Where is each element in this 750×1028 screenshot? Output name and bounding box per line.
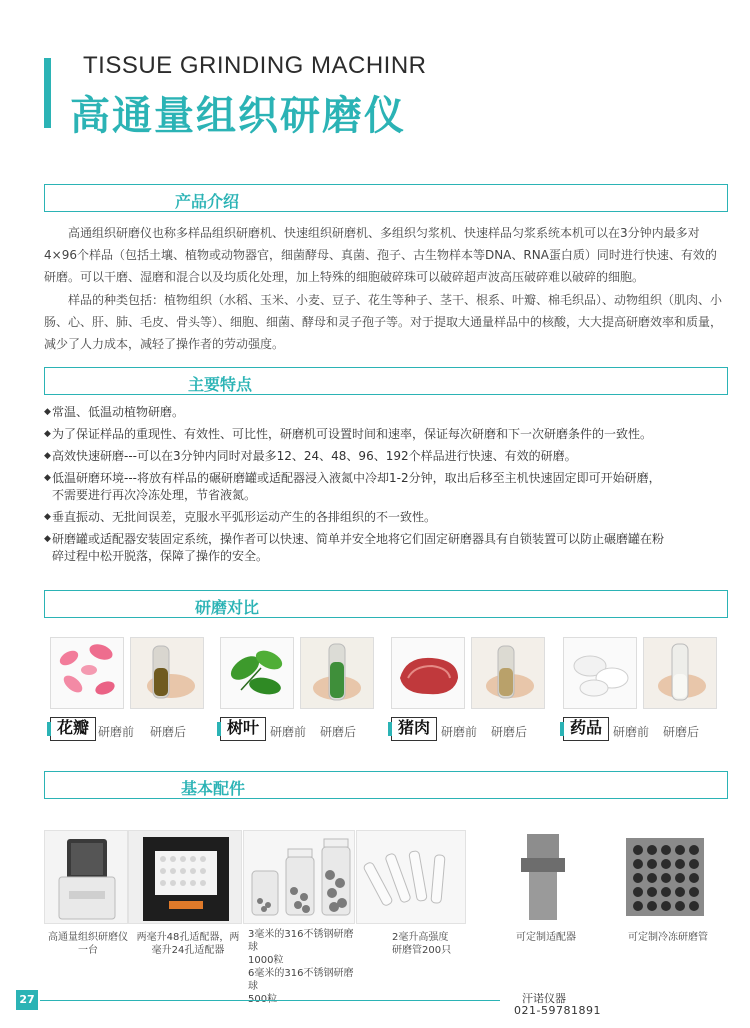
title-english: TISSUE GRINDING MACHINR — [83, 52, 427, 79]
after-label: 研磨后 — [491, 725, 528, 739]
accessory-caption: 可定制适配器 — [516, 932, 576, 943]
before-label: 研磨前 — [98, 725, 135, 739]
intro-paragraph-1: 高通组织研磨仪也称多样品组织研磨机、快速组织研磨机、多组织匀浆机、快速样品匀浆系统本机可以在3分钟内最多对4×96个样品（包括土壤、植物或动物器官，细菌酵母、真菌、孢子、古生物样本等DNA、RNA蛋白质）同时进行快速、有效的研磨。可以干磨、湿磨和混合以及均质化处理，加上特殊的细胞破碎珠可以破碎超声波高压破碎难以破碎的细胞。 — [44, 226, 717, 284]
medicine-before-image — [563, 637, 637, 709]
before-label: 研磨前 — [270, 725, 307, 739]
steel-balls-image — [243, 830, 355, 924]
company-name: 汗诺仪器 — [522, 992, 566, 1005]
section-header-accessories — [44, 771, 728, 799]
accessory-caption: 高通量组织研磨仪 一台 — [48, 932, 128, 956]
intro-paragraph-2: 样品的种类包括：植物组织（水稻、玉米、小麦、豆子、花生等种子、茎干、根系、叶瓣、棉毛织品）、动物组织（肌肉、小肠、心、肝、肺、毛皮、骨头等）、细胞、细菌、酵母和灵子孢子等。对于提取大通量样品中的核酸，大大提高研磨效率和质量，减少了人力成本，减轻了操作者的劳动强度。 — [44, 293, 723, 351]
section-header-features — [44, 367, 728, 395]
section-title-intro: 产品介绍 — [175, 192, 240, 211]
bullet-icon: ◆ — [44, 534, 51, 544]
custom-adapter-image — [513, 830, 573, 924]
feature-item: ◆ 高效快速研磨---可以在3分钟内同时对最多12、24、48、96、192个样品进行快速、有效的研磨。 — [44, 449, 577, 463]
section-title-features: 主要特点 — [188, 375, 253, 394]
before-label: 研磨前 — [613, 725, 650, 739]
bullet-icon: ◆ — [44, 429, 51, 439]
comparison-card-leaf — [220, 637, 380, 747]
before-label: 研磨前 — [441, 725, 478, 739]
adapter-image — [128, 830, 242, 924]
after-label: 研磨后 — [150, 725, 187, 739]
accessory-caption: 3毫米的316不锈钢研磨球 1000粒 6毫米的316不锈钢研磨球 — [248, 929, 354, 992]
pork-after-image — [471, 637, 545, 709]
grinder-machine-image — [44, 830, 128, 924]
section-title-accessories: 基本配件 — [181, 779, 246, 798]
sample-name-tag: 树叶 — [220, 717, 266, 741]
bullet-icon: ◆ — [44, 512, 51, 522]
phone-number: 021-59781891 — [514, 1004, 601, 1017]
section-header-intro — [44, 184, 728, 212]
accessory-caption: 两毫升48孔适配器，两 毫升24孔适配器 — [136, 932, 240, 956]
feature-item: ◆ 常温、低温动植物研磨。 — [44, 405, 185, 419]
page-number: 27 — [16, 990, 38, 1010]
grinding-tubes-image — [356, 830, 466, 924]
pork-before-image — [391, 637, 465, 709]
sample-name-tag: 药品 — [563, 717, 609, 741]
accessory-caption: 2毫升高强度 研磨管200只 — [392, 932, 452, 956]
bullet-icon: ◆ — [44, 473, 51, 483]
medicine-after-image — [643, 637, 717, 709]
title-accent-bar — [44, 58, 51, 128]
feature-item: ◆ 垂直振动、无批间误差，克服水平弧形运动产生的各排组织的不一致性。 — [44, 510, 437, 524]
petal-before-image — [50, 637, 124, 709]
bullet-icon: ◆ — [44, 407, 51, 417]
freezing-tube-rack-image — [620, 830, 710, 924]
bullet-icon: ◆ — [44, 451, 51, 461]
feature-item: ◆ 为了保证样品的重现性、有效性、可比性，研磨机可设置时间和速率，保证每次研磨和下一次研磨条件的一致性。 — [44, 427, 653, 441]
footer-divider — [40, 1000, 500, 1001]
page-title: 高通量组织研磨仪 — [70, 93, 406, 139]
section-header-comparison — [44, 590, 728, 618]
feature-list — [44, 404, 664, 570]
intro-body — [44, 222, 728, 355]
after-label: 研磨后 — [320, 725, 357, 739]
sample-name-tag: 花瓣 — [50, 717, 96, 741]
feature-item: ◆ 低温研磨环境---将放有样品的碾研磨罐或适配器浸入液氮中冷却1-2分钟，取出后移至主机快速固定即可开始研磨，不需要进行再次冷冻处理，节省液氮。 — [44, 471, 661, 502]
accessory-caption: 可定制冷冻研磨管 — [628, 932, 708, 943]
comparison-card-pork — [391, 637, 551, 747]
section-title-comparison: 研磨对比 — [195, 598, 260, 617]
leaf-after-image — [300, 637, 374, 709]
leaf-before-image — [220, 637, 294, 709]
sample-name-tag: 猪肉 — [391, 717, 437, 741]
comparison-card-medicine — [563, 637, 723, 747]
after-label: 研磨后 — [663, 725, 700, 739]
feature-item: ◆ 研磨罐或适配器安装固定系统，操作者可以快速、简单并安全地将它们固定研磨器具有自锁装置可以防止碾磨罐在粉碎过程中松开脱落，保障了操作的安全。 — [44, 532, 665, 563]
petal-after-image — [130, 637, 204, 709]
comparison-card-petal — [50, 637, 210, 747]
